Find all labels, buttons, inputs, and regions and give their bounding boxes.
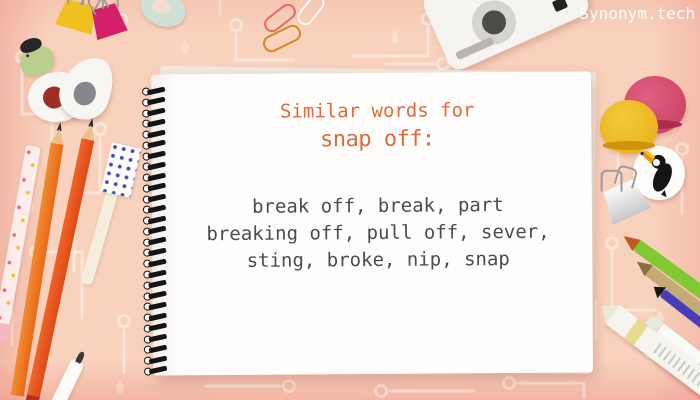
- pencil-lead: [57, 122, 63, 132]
- spiral-loop-icon: [143, 194, 169, 202]
- spiral-loop-icon: [143, 216, 169, 224]
- spiral-loop-icon: [143, 237, 169, 245]
- spiral-loop-icon: [143, 248, 169, 256]
- spiral-loop-icon: [144, 345, 170, 353]
- spiral-loop-icon: [144, 312, 170, 320]
- macaron-foot: [603, 141, 654, 150]
- synonym-line: sting, broke, nip, snap: [246, 248, 510, 272]
- bird-eye: [26, 54, 29, 57]
- spiral-loop-icon: [144, 356, 170, 364]
- notebook: [151, 71, 593, 375]
- note-text: [175, 72, 580, 276]
- camera-lens-inner: [478, 7, 510, 39]
- yellow-macaron-icon: [600, 100, 658, 154]
- watermark: Synonym.tech: [579, 4, 695, 23]
- white-camera-icon: [430, 0, 582, 46]
- spiral-loop-icon: [143, 183, 169, 191]
- pencil-lead: [88, 117, 95, 127]
- synonym-line: break off, break, part: [251, 194, 504, 218]
- spiral-loop-icon: [143, 162, 169, 170]
- spiral-loop-icon: [144, 302, 170, 310]
- spiral-loop-icon: [144, 366, 170, 374]
- spiral-loop-icon: [144, 323, 170, 331]
- green-bird-figurine-icon: [20, 46, 54, 76]
- spiral-loop-icon: [143, 259, 169, 267]
- synonym-line: breaking off, pull off, sever,: [206, 220, 550, 246]
- spiral-loop-icon: [143, 226, 169, 234]
- marker-band: [624, 319, 648, 345]
- spiral-loop-icon: [142, 140, 168, 148]
- spiral-loop-icon: [142, 108, 168, 116]
- spiral-loop-icon: [142, 151, 168, 159]
- synonym-list: [176, 192, 581, 276]
- spiral-loop-icon: [143, 205, 169, 213]
- term-title: snap off:: [319, 126, 435, 153]
- trinket-hole: [151, 0, 172, 16]
- spiral-loop-icon: [142, 97, 168, 105]
- spiral-binding: [142, 86, 170, 374]
- spiral-loop-icon: [142, 119, 168, 127]
- camera-strip: [455, 37, 495, 61]
- gray-dot: [70, 78, 99, 108]
- camera-button: [552, 0, 568, 12]
- spiral-loop-icon: [144, 334, 170, 342]
- spiral-loop-icon: [143, 291, 169, 299]
- spiral-loop-icon: [142, 86, 168, 94]
- spiral-loop-icon: [142, 129, 168, 137]
- spiral-loop-icon: [143, 173, 169, 181]
- spiral-loop-icon: [143, 269, 169, 277]
- spiral-loop-icon: [143, 280, 169, 288]
- heading: Similar words for: [279, 99, 475, 123]
